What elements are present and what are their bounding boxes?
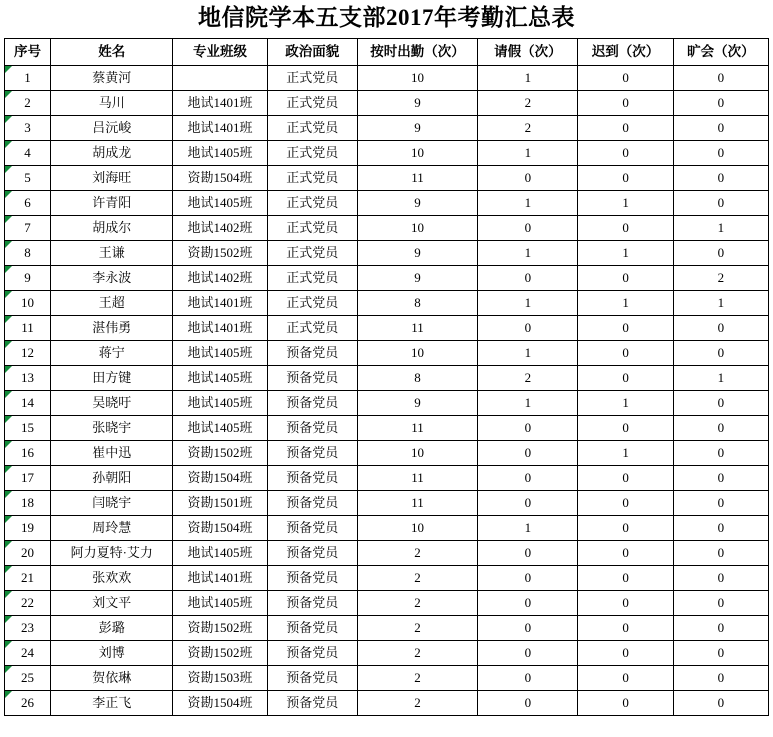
cell-leave: 2 <box>478 365 578 390</box>
cell-late: 0 <box>578 90 673 115</box>
cell-index: 1 <box>5 65 51 90</box>
cell-leave: 1 <box>478 65 578 90</box>
table-row <box>5 665 769 690</box>
cell-name: 阿力夏特·艾力 <box>51 540 173 565</box>
table-row <box>5 65 769 90</box>
cell-political-status: 预备党员 <box>267 415 357 440</box>
comment-marker-icon <box>5 191 12 198</box>
cell-name: 胡成龙 <box>51 140 173 165</box>
cell-absent: 0 <box>673 615 768 640</box>
cell-class: 地试1401班 <box>173 565 267 590</box>
cell-late: 0 <box>578 265 673 290</box>
table-row <box>5 215 769 240</box>
page-title: 地信院学本五支部2017年考勤汇总表 <box>198 5 575 30</box>
cell-leave: 1 <box>478 390 578 415</box>
cell-political-status: 正式党员 <box>267 90 357 115</box>
cell-political-status: 预备党员 <box>267 540 357 565</box>
cell-name: 王超 <box>51 290 173 315</box>
cell-late: 0 <box>578 465 673 490</box>
cell-index: 15 <box>5 415 51 440</box>
cell-late: 0 <box>578 540 673 565</box>
cell-attendance: 10 <box>357 140 477 165</box>
cell-attendance: 10 <box>357 340 477 365</box>
table-row <box>5 165 769 190</box>
cell-attendance: 9 <box>357 265 477 290</box>
table-row <box>5 315 769 340</box>
cell-political-status: 预备党员 <box>267 340 357 365</box>
table-row <box>5 290 769 315</box>
cell-attendance: 2 <box>357 615 477 640</box>
comment-marker-icon <box>5 641 12 648</box>
cell-late: 0 <box>578 590 673 615</box>
cell-index: 11 <box>5 315 51 340</box>
cell-class: 资勘1503班 <box>173 665 267 690</box>
comment-marker-icon <box>5 316 12 323</box>
cell-political-status: 预备党员 <box>267 665 357 690</box>
cell-attendance: 10 <box>357 440 477 465</box>
table-row <box>5 565 769 590</box>
cell-name: 孙朝阳 <box>51 465 173 490</box>
table-row <box>5 265 769 290</box>
table-row <box>5 390 769 415</box>
cell-late: 0 <box>578 140 673 165</box>
table-row <box>5 615 769 640</box>
cell-absent: 0 <box>673 340 768 365</box>
cell-name: 周玲慧 <box>51 515 173 540</box>
cell-leave: 0 <box>478 440 578 465</box>
cell-attendance: 2 <box>357 690 477 715</box>
cell-political-status: 正式党员 <box>267 265 357 290</box>
cell-index: 16 <box>5 440 51 465</box>
cell-class: 资勘1504班 <box>173 465 267 490</box>
cell-political-status: 正式党员 <box>267 240 357 265</box>
cell-absent: 0 <box>673 390 768 415</box>
cell-political-status: 预备党员 <box>267 690 357 715</box>
cell-index: 13 <box>5 365 51 390</box>
cell-absent: 0 <box>673 415 768 440</box>
comment-marker-icon <box>5 516 12 523</box>
cell-class: 地试1401班 <box>173 290 267 315</box>
comment-marker-icon <box>5 591 12 598</box>
cell-political-status: 预备党员 <box>267 640 357 665</box>
cell-leave: 2 <box>478 115 578 140</box>
cell-index: 14 <box>5 390 51 415</box>
cell-political-status: 正式党员 <box>267 315 357 340</box>
cell-class <box>173 65 267 90</box>
cell-index: 7 <box>5 215 51 240</box>
cell-absent: 0 <box>673 90 768 115</box>
comment-marker-icon <box>5 141 12 148</box>
cell-class: 资勘1502班 <box>173 240 267 265</box>
cell-political-status: 正式党员 <box>267 115 357 140</box>
cell-leave: 1 <box>478 240 578 265</box>
cell-index: 2 <box>5 90 51 115</box>
comment-marker-icon <box>5 441 12 448</box>
cell-late: 1 <box>578 240 673 265</box>
cell-attendance: 11 <box>357 315 477 340</box>
cell-attendance: 11 <box>357 465 477 490</box>
cell-index: 22 <box>5 590 51 615</box>
cell-absent: 1 <box>673 215 768 240</box>
cell-absent: 0 <box>673 190 768 215</box>
cell-political-status: 预备党员 <box>267 390 357 415</box>
cell-leave: 0 <box>478 590 578 615</box>
table-row <box>5 365 769 390</box>
cell-name: 崔中迅 <box>51 440 173 465</box>
cell-class: 资勘1502班 <box>173 615 267 640</box>
comment-marker-icon <box>5 166 12 173</box>
cell-class: 地试1405班 <box>173 415 267 440</box>
table-row <box>5 190 769 215</box>
cell-attendance: 11 <box>357 415 477 440</box>
cell-name: 刘海旺 <box>51 165 173 190</box>
cell-leave: 0 <box>478 565 578 590</box>
cell-name: 田方键 <box>51 365 173 390</box>
table-row <box>5 515 769 540</box>
cell-attendance: 9 <box>357 240 477 265</box>
cell-class: 地试1405班 <box>173 390 267 415</box>
cell-absent: 0 <box>673 240 768 265</box>
cell-leave: 0 <box>478 490 578 515</box>
table-row <box>5 690 769 715</box>
cell-absent: 0 <box>673 465 768 490</box>
table-row <box>5 90 769 115</box>
cell-absent: 0 <box>673 65 768 90</box>
cell-political-status: 预备党员 <box>267 515 357 540</box>
cell-late: 1 <box>578 290 673 315</box>
cell-leave: 0 <box>478 215 578 240</box>
cell-attendance: 9 <box>357 115 477 140</box>
table-row <box>5 590 769 615</box>
cell-absent: 0 <box>673 665 768 690</box>
comment-marker-icon <box>5 566 12 573</box>
cell-index: 25 <box>5 665 51 690</box>
cell-attendance: 9 <box>357 90 477 115</box>
comment-marker-icon <box>5 241 12 248</box>
cell-class: 资勘1502班 <box>173 640 267 665</box>
table-row <box>5 540 769 565</box>
cell-late: 1 <box>578 440 673 465</box>
cell-index: 19 <box>5 515 51 540</box>
cell-class: 地试1401班 <box>173 90 267 115</box>
cell-attendance: 11 <box>357 490 477 515</box>
cell-leave: 1 <box>478 140 578 165</box>
cell-name: 蒋宁 <box>51 340 173 365</box>
comment-marker-icon <box>5 691 12 698</box>
table-header <box>5 38 769 65</box>
cell-name: 李永波 <box>51 265 173 290</box>
cell-leave: 1 <box>478 340 578 365</box>
cell-late: 0 <box>578 315 673 340</box>
cell-index: 21 <box>5 565 51 590</box>
cell-late: 1 <box>578 390 673 415</box>
cell-late: 0 <box>578 640 673 665</box>
cell-attendance: 10 <box>357 515 477 540</box>
cell-class: 资勘1502班 <box>173 440 267 465</box>
comment-marker-icon <box>5 66 12 73</box>
cell-political-status: 预备党员 <box>267 365 357 390</box>
comment-marker-icon <box>5 491 12 498</box>
column-header-late: 迟到（次） <box>578 38 673 65</box>
cell-name: 吕沅峻 <box>51 115 173 140</box>
cell-political-status: 正式党员 <box>267 215 357 240</box>
cell-class: 地试1405班 <box>173 365 267 390</box>
comment-marker-icon <box>5 116 12 123</box>
column-header-absent: 旷会（次） <box>673 38 768 65</box>
cell-political-status: 正式党员 <box>267 190 357 215</box>
table-row <box>5 115 769 140</box>
column-header-class: 专业班级 <box>173 38 267 65</box>
cell-class: 地试1405班 <box>173 190 267 215</box>
cell-name: 李正飞 <box>51 690 173 715</box>
cell-absent: 0 <box>673 165 768 190</box>
table-body <box>5 65 769 715</box>
column-header-attendance: 按时出勤（次） <box>357 38 477 65</box>
cell-class: 地试1402班 <box>173 215 267 240</box>
cell-name: 许青阳 <box>51 190 173 215</box>
cell-leave: 0 <box>478 615 578 640</box>
cell-absent: 1 <box>673 365 768 390</box>
comment-marker-icon <box>5 291 12 298</box>
table-row <box>5 340 769 365</box>
cell-political-status: 预备党员 <box>267 440 357 465</box>
table-row <box>5 490 769 515</box>
cell-class: 地试1405班 <box>173 140 267 165</box>
cell-index: 3 <box>5 115 51 140</box>
cell-attendance: 9 <box>357 190 477 215</box>
cell-attendance: 2 <box>357 565 477 590</box>
column-header-index: 序号 <box>5 38 51 65</box>
cell-late: 0 <box>578 515 673 540</box>
cell-class: 地试1405班 <box>173 540 267 565</box>
cell-absent: 0 <box>673 565 768 590</box>
cell-attendance: 2 <box>357 540 477 565</box>
cell-index: 17 <box>5 465 51 490</box>
cell-name: 蔡黄河 <box>51 65 173 90</box>
comment-marker-icon <box>5 91 12 98</box>
cell-index: 20 <box>5 540 51 565</box>
cell-political-status: 预备党员 <box>267 465 357 490</box>
cell-class: 地试1405班 <box>173 340 267 365</box>
cell-class: 地试1402班 <box>173 265 267 290</box>
cell-leave: 0 <box>478 265 578 290</box>
cell-index: 5 <box>5 165 51 190</box>
cell-name: 闫晓宇 <box>51 490 173 515</box>
cell-leave: 0 <box>478 415 578 440</box>
attendance-table <box>4 38 769 716</box>
table-row <box>5 140 769 165</box>
cell-late: 0 <box>578 115 673 140</box>
cell-absent: 0 <box>673 115 768 140</box>
cell-leave: 0 <box>478 690 578 715</box>
cell-index: 23 <box>5 615 51 640</box>
cell-index: 9 <box>5 265 51 290</box>
cell-absent: 0 <box>673 590 768 615</box>
comment-marker-icon <box>5 466 12 473</box>
cell-name: 贺依琳 <box>51 665 173 690</box>
cell-index: 4 <box>5 140 51 165</box>
cell-absent: 0 <box>673 315 768 340</box>
cell-leave: 0 <box>478 640 578 665</box>
cell-attendance: 11 <box>357 165 477 190</box>
cell-name: 马川 <box>51 90 173 115</box>
cell-absent: 0 <box>673 690 768 715</box>
cell-absent: 0 <box>673 140 768 165</box>
cell-late: 0 <box>578 215 673 240</box>
cell-leave: 1 <box>478 515 578 540</box>
cell-class: 地试1405班 <box>173 590 267 615</box>
cell-class: 资勘1504班 <box>173 165 267 190</box>
cell-class: 资勘1504班 <box>173 515 267 540</box>
cell-late: 0 <box>578 490 673 515</box>
cell-index: 8 <box>5 240 51 265</box>
cell-leave: 0 <box>478 465 578 490</box>
cell-late: 0 <box>578 565 673 590</box>
cell-late: 0 <box>578 690 673 715</box>
cell-leave: 1 <box>478 190 578 215</box>
cell-absent: 0 <box>673 490 768 515</box>
cell-attendance: 2 <box>357 665 477 690</box>
cell-name: 吴晓吁 <box>51 390 173 415</box>
cell-absent: 2 <box>673 265 768 290</box>
table-row <box>5 440 769 465</box>
cell-index: 24 <box>5 640 51 665</box>
table-row <box>5 415 769 440</box>
comment-marker-icon <box>5 541 12 548</box>
cell-leave: 2 <box>478 90 578 115</box>
cell-political-status: 正式党员 <box>267 65 357 90</box>
cell-name: 张欢欢 <box>51 565 173 590</box>
comment-marker-icon <box>5 616 12 623</box>
cell-leave: 0 <box>478 540 578 565</box>
comment-marker-icon <box>5 266 12 273</box>
cell-attendance: 2 <box>357 590 477 615</box>
comment-marker-icon <box>5 341 12 348</box>
cell-leave: 0 <box>478 315 578 340</box>
table-header-row <box>5 38 769 65</box>
comment-marker-icon <box>5 366 12 373</box>
cell-late: 1 <box>578 190 673 215</box>
cell-name: 张晓宇 <box>51 415 173 440</box>
cell-late: 0 <box>578 415 673 440</box>
cell-political-status: 正式党员 <box>267 140 357 165</box>
cell-attendance: 9 <box>357 390 477 415</box>
cell-class: 地试1401班 <box>173 315 267 340</box>
cell-leave: 0 <box>478 665 578 690</box>
cell-name: 刘博 <box>51 640 173 665</box>
cell-name: 湛伟勇 <box>51 315 173 340</box>
cell-attendance: 2 <box>357 640 477 665</box>
comment-marker-icon <box>5 416 12 423</box>
cell-absent: 0 <box>673 540 768 565</box>
cell-attendance: 8 <box>357 290 477 315</box>
column-header-name: 姓名 <box>51 38 173 65</box>
comment-marker-icon <box>5 391 12 398</box>
cell-leave: 0 <box>478 165 578 190</box>
column-header-leave: 请假（次） <box>478 38 578 65</box>
cell-political-status: 预备党员 <box>267 565 357 590</box>
cell-name: 彭璐 <box>51 615 173 640</box>
cell-attendance: 10 <box>357 215 477 240</box>
cell-political-status: 预备党员 <box>267 615 357 640</box>
cell-late: 0 <box>578 340 673 365</box>
cell-late: 0 <box>578 665 673 690</box>
table-row <box>5 240 769 265</box>
cell-name: 王谦 <box>51 240 173 265</box>
cell-index: 18 <box>5 490 51 515</box>
cell-political-status: 正式党员 <box>267 165 357 190</box>
table-row <box>5 465 769 490</box>
cell-index: 26 <box>5 690 51 715</box>
cell-index: 6 <box>5 190 51 215</box>
cell-late: 0 <box>578 365 673 390</box>
column-header-political-status: 政治面貌 <box>267 38 357 65</box>
cell-index: 10 <box>5 290 51 315</box>
cell-index: 12 <box>5 340 51 365</box>
cell-class: 地试1401班 <box>173 115 267 140</box>
cell-absent: 1 <box>673 290 768 315</box>
cell-leave: 1 <box>478 290 578 315</box>
cell-attendance: 10 <box>357 65 477 90</box>
comment-marker-icon <box>5 216 12 223</box>
cell-absent: 0 <box>673 640 768 665</box>
cell-late: 0 <box>578 615 673 640</box>
cell-political-status: 预备党员 <box>267 590 357 615</box>
comment-marker-icon <box>5 666 12 673</box>
cell-class: 资勘1504班 <box>173 690 267 715</box>
cell-attendance: 8 <box>357 365 477 390</box>
cell-late: 0 <box>578 165 673 190</box>
cell-name: 刘文平 <box>51 590 173 615</box>
cell-absent: 0 <box>673 440 768 465</box>
cell-political-status: 正式党员 <box>267 290 357 315</box>
cell-political-status: 预备党员 <box>267 490 357 515</box>
cell-class: 资勘1501班 <box>173 490 267 515</box>
table-row <box>5 640 769 665</box>
cell-name: 胡成尔 <box>51 215 173 240</box>
cell-late: 0 <box>578 65 673 90</box>
cell-absent: 0 <box>673 515 768 540</box>
